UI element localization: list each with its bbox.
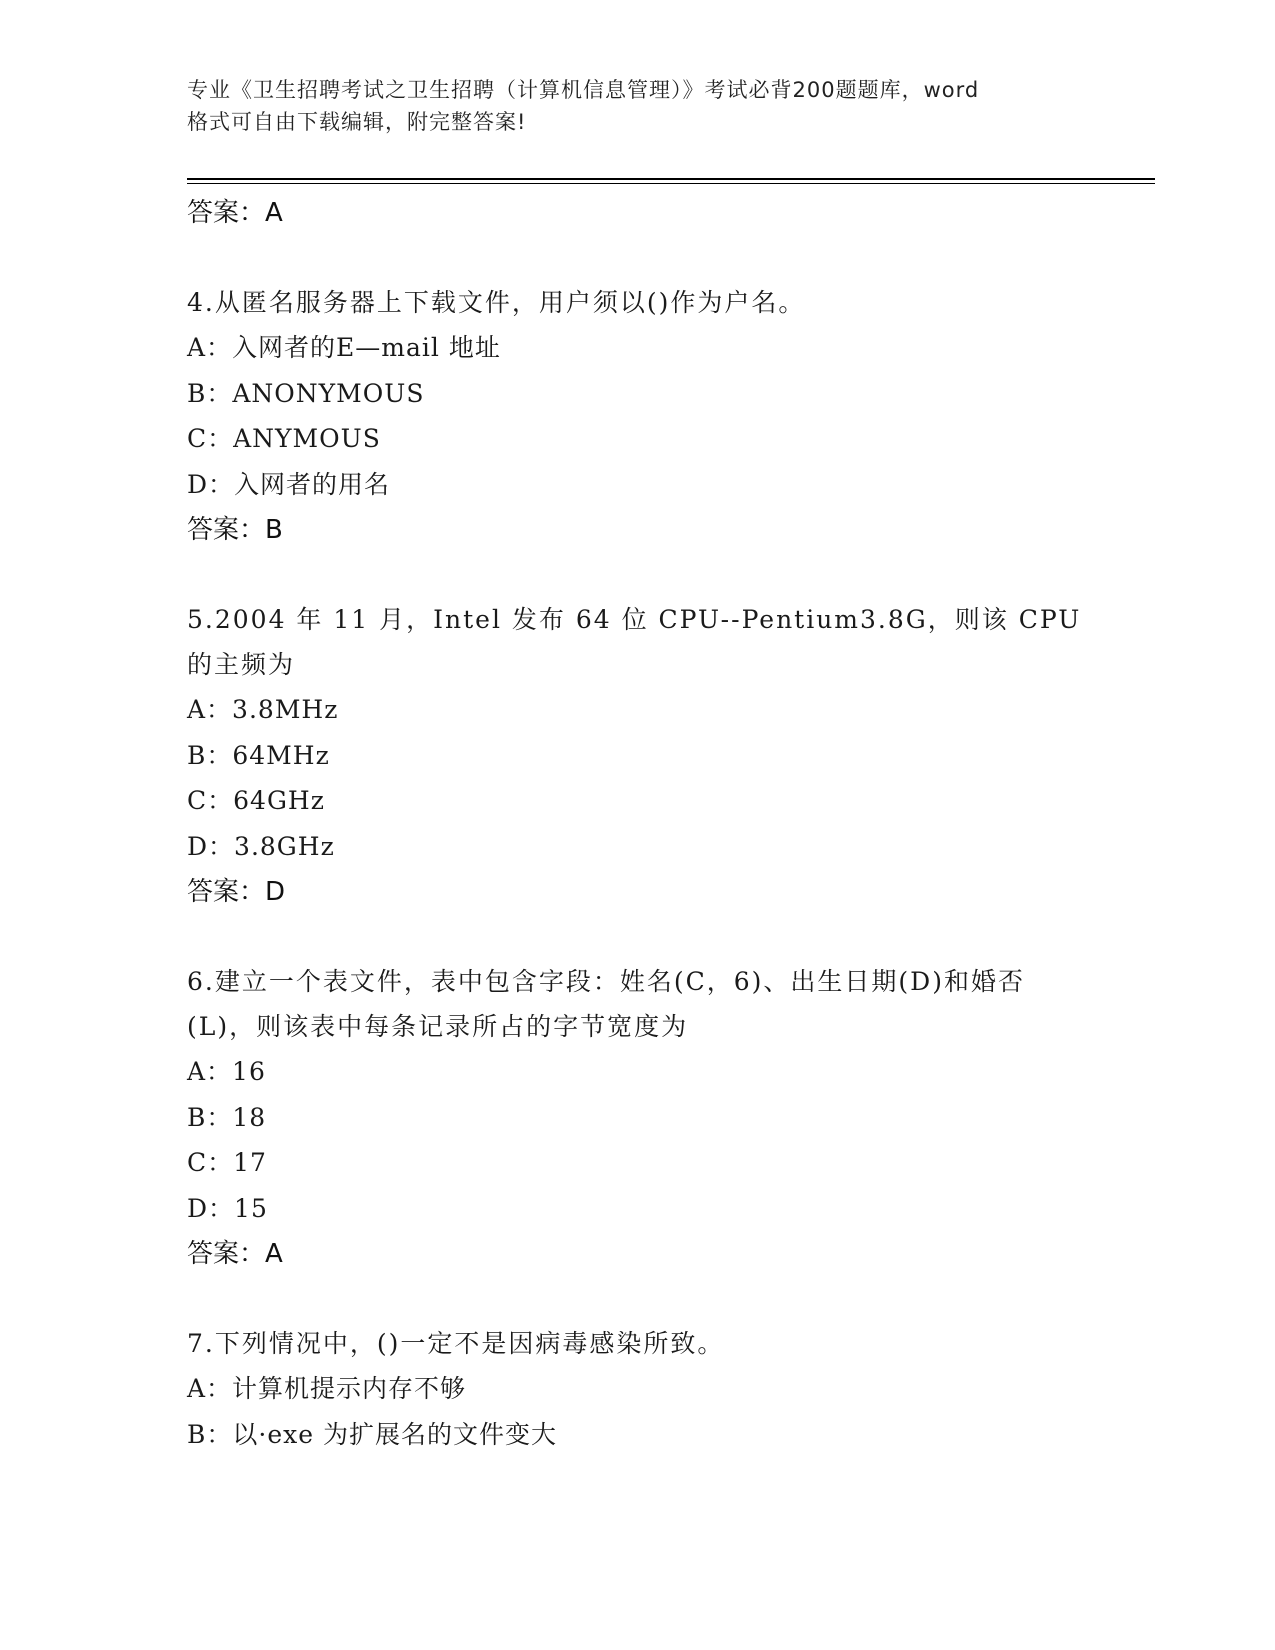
answer-line: 答案：A (187, 1239, 283, 1269)
option-c: C：64GHz (187, 786, 325, 815)
option-a: A：入网者的E—mail 地址 (187, 333, 501, 362)
option-c: C：ANYMOUS (187, 424, 381, 453)
option-b: B：64MHz (187, 740, 330, 770)
header-line-1: 专业《卫生招聘考试之卫生招聘（计算机信息管理）》考试必背200题题库，word (187, 78, 980, 102)
question-text: 7.下列情况中，()一定不是因病毒感染所致。 (187, 1329, 725, 1358)
question-block (187, 959, 1087, 1277)
answer-line: 答案：B (187, 515, 283, 545)
question-block (187, 597, 1087, 915)
question-text: 5.2004 年 11 月，Intel 发布 64 位 CPU--Pentium3.8G，则该 CPU 的主频为 (187, 605, 1082, 679)
answer-line: 答案：D (187, 877, 286, 907)
option-a: A：16 (187, 1057, 266, 1086)
spacer (187, 915, 1087, 959)
document-body (187, 190, 1087, 1457)
option-d: D：15 (187, 1193, 268, 1223)
question-block (187, 280, 1087, 553)
spacer (187, 1277, 1087, 1321)
option-b: B：ANONYMOUS (187, 378, 425, 408)
question-text: 4.从匿名服务器上下载文件，用户须以()作为户名。 (187, 288, 806, 317)
header-line-2: 格式可自由下载编辑，附完整答案! (187, 110, 527, 134)
page-header (187, 74, 1087, 138)
option-c: C：17 (187, 1148, 267, 1177)
option-a: A：计算机提示内存不够 (187, 1374, 467, 1403)
option-d: D：入网者的用名 (187, 469, 391, 499)
option-b: B：18 (187, 1102, 267, 1132)
spacer (187, 236, 1087, 280)
spacer (187, 553, 1087, 597)
header-divider-thick (187, 178, 1155, 180)
option-b: B：以·exe 为扩展名的文件变大 (187, 1419, 557, 1449)
question-block (187, 1321, 1087, 1457)
question-text: 6.建立一个表文件，表中包含字段：姓名(C，6)、出生日期(D)和婚否(L)，则该表中每条记录所占的字节宽度为 (187, 967, 1025, 1041)
header-divider-thin (187, 183, 1155, 184)
option-a: A：3.8MHz (187, 695, 339, 724)
answer-line: 答案：A (187, 198, 283, 228)
option-d: D：3.8GHz (187, 831, 335, 861)
